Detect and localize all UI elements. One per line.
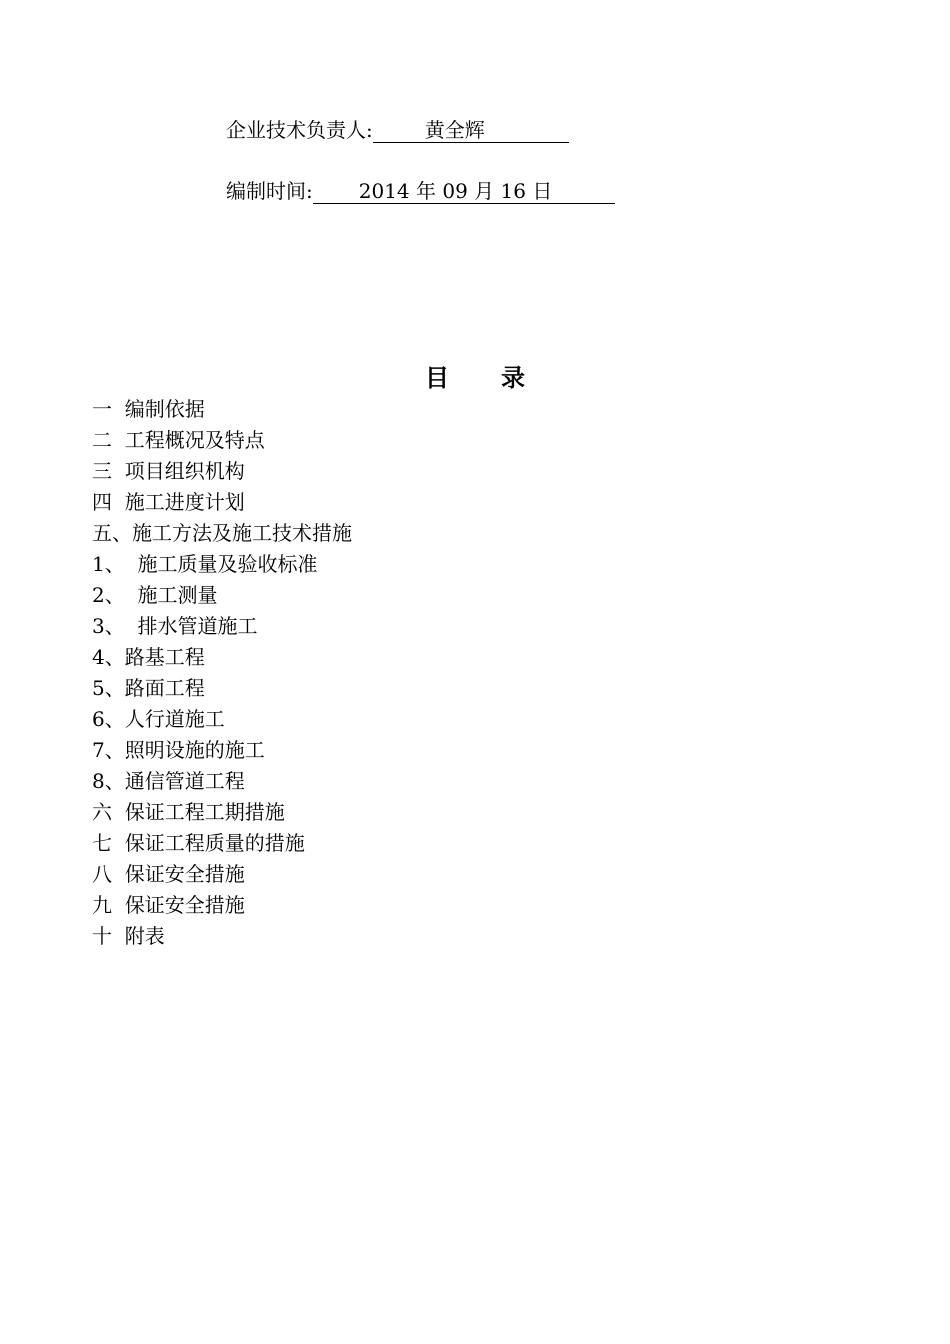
toc-item: 4、路基工程: [92, 645, 205, 669]
toc-item: 四 施工进度计划: [92, 490, 245, 514]
toc-item: 一 编制依据: [92, 397, 205, 421]
toc-item: 九 保证安全措施: [92, 893, 245, 917]
toc-item: 2、 施工测量: [92, 583, 218, 607]
responsible-person-value: 黄全辉: [373, 118, 569, 143]
responsible-person-label: 企业技术负责人:: [226, 118, 373, 142]
toc-item: 五、施工方法及施工技术措施: [92, 521, 352, 545]
toc-item: 十 附表: [92, 924, 165, 948]
toc-item: 三 项目组织机构: [92, 459, 245, 483]
responsible-person-line: [226, 117, 569, 143]
compile-date-value: 2014 年 09 月 16 日: [313, 179, 615, 204]
toc-item: 七 保证工程质量的措施: [92, 831, 305, 855]
compile-date-label: 编制时间:: [226, 179, 313, 203]
toc-title: 目录: [425, 363, 577, 392]
toc-item: 5、路面工程: [92, 676, 205, 700]
toc-item: 1、 施工质量及验收标准: [92, 552, 318, 576]
toc-list: [92, 394, 352, 952]
toc-item: 二 工程概况及特点: [92, 428, 265, 452]
toc-item: 3、 排水管道施工: [92, 614, 258, 638]
toc-item: 6、人行道施工: [92, 707, 225, 731]
toc-item: 7、照明设施的施工: [92, 738, 265, 762]
toc-item: 8、通信管道工程: [92, 769, 245, 793]
compile-date-line: [226, 178, 615, 204]
toc-item: 八 保证安全措施: [92, 862, 245, 886]
toc-item: 六 保证工程工期措施: [92, 800, 285, 824]
